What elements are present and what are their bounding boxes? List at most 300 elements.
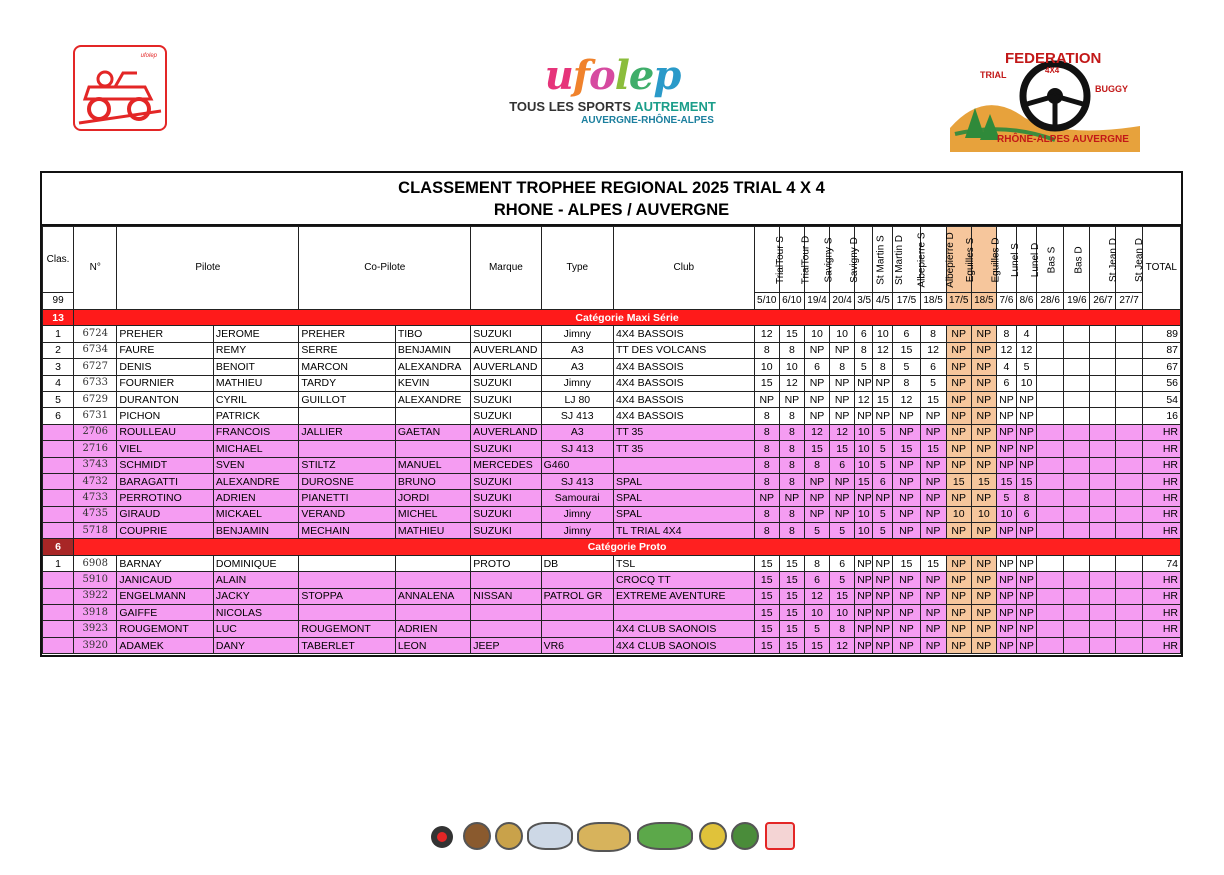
category-count: 13 bbox=[43, 310, 74, 326]
score-cell: 8 bbox=[996, 326, 1016, 342]
score-cell bbox=[1064, 506, 1090, 522]
score-cell: NP bbox=[1017, 391, 1037, 407]
score-cell: 6 bbox=[996, 375, 1016, 391]
score-cell bbox=[1090, 555, 1116, 571]
rank-cell: 1 bbox=[43, 555, 74, 571]
type-cell: Jimny bbox=[541, 506, 613, 522]
rank-cell: 3 bbox=[43, 359, 74, 375]
table-row bbox=[43, 391, 1181, 407]
score-cell: NP bbox=[804, 408, 829, 424]
score-cell bbox=[1116, 572, 1142, 588]
type-cell: G460 bbox=[541, 457, 613, 473]
brand-cell bbox=[471, 605, 541, 621]
total-cell: HR bbox=[1142, 588, 1180, 604]
score-cell: 8 bbox=[893, 375, 920, 391]
score-cell: NP bbox=[946, 424, 971, 440]
score-cell: 8 bbox=[779, 342, 804, 358]
sponsor-logos bbox=[425, 816, 800, 856]
score-cell: NP bbox=[971, 637, 996, 653]
score-cell: NP bbox=[996, 637, 1016, 653]
score-cell: NP bbox=[946, 441, 971, 457]
header-event-7: Albepierre D bbox=[920, 227, 946, 293]
rank-cell: 6 bbox=[43, 408, 74, 424]
copilot-lastname: SERRE bbox=[299, 342, 396, 358]
club-cell: 4X4 BASSOIS bbox=[613, 391, 754, 407]
copilot-lastname: DUROSNE bbox=[299, 473, 396, 489]
copilot-firstname: BRUNO bbox=[395, 473, 470, 489]
score-cell: NP bbox=[971, 588, 996, 604]
total-cell: HR bbox=[1142, 457, 1180, 473]
score-cell: NP bbox=[893, 637, 920, 653]
table-row bbox=[43, 621, 1181, 637]
copilot-firstname: GAETAN bbox=[395, 424, 470, 440]
score-cell: NP bbox=[920, 408, 946, 424]
score-cell: NP bbox=[893, 457, 920, 473]
club-cell: SPAL bbox=[613, 473, 754, 489]
score-cell: NP bbox=[804, 342, 829, 358]
header-type: Type bbox=[541, 227, 613, 310]
score-cell bbox=[1037, 359, 1064, 375]
club-cell: TL TRIAL 4X4 bbox=[613, 523, 754, 539]
score-cell: NP bbox=[830, 506, 855, 522]
copilot-firstname: KEVIN bbox=[395, 375, 470, 391]
score-cell: 15 bbox=[804, 637, 829, 653]
header-event-8: Eguilles S bbox=[946, 227, 971, 293]
score-cell bbox=[1064, 637, 1090, 653]
score-cell: NP bbox=[855, 408, 873, 424]
club-cell: TT DES VOLCANS bbox=[613, 342, 754, 358]
pilot-lastname: PREHER bbox=[117, 326, 214, 342]
brand-cell: SUZUKI bbox=[471, 375, 541, 391]
score-cell: 12 bbox=[996, 342, 1016, 358]
table-row bbox=[43, 506, 1181, 522]
score-cell: 6 bbox=[830, 555, 855, 571]
score-cell bbox=[1037, 342, 1064, 358]
ufolep-small-text: ufolep bbox=[140, 53, 157, 59]
score-cell: 6 bbox=[893, 326, 920, 342]
score-cell: NP bbox=[971, 391, 996, 407]
number-cell: 3923 bbox=[74, 621, 117, 637]
score-cell: NP bbox=[855, 572, 873, 588]
score-cell: 12 bbox=[754, 326, 779, 342]
number-cell: 6733 bbox=[74, 375, 117, 391]
score-cell: 15 bbox=[754, 621, 779, 637]
score-cell: NP bbox=[830, 490, 855, 506]
number-cell: 6729 bbox=[74, 391, 117, 407]
pilot-firstname: MATHIEU bbox=[213, 375, 298, 391]
score-cell bbox=[1116, 637, 1142, 653]
score-cell: 15 bbox=[804, 441, 829, 457]
score-cell bbox=[1037, 391, 1064, 407]
score-cell: 5 bbox=[830, 523, 855, 539]
type-cell: SJ 413 bbox=[541, 441, 613, 457]
score-cell: NP bbox=[1017, 637, 1037, 653]
pilot-firstname: DOMINIQUE bbox=[213, 555, 298, 571]
score-cell: NP bbox=[873, 621, 893, 637]
score-cell: NP bbox=[996, 441, 1016, 457]
score-cell: NP bbox=[971, 326, 996, 342]
fed-right-text: BUGGY bbox=[1095, 84, 1129, 94]
rank-cell: 4 bbox=[43, 375, 74, 391]
score-cell bbox=[1064, 375, 1090, 391]
club-cell bbox=[613, 457, 754, 473]
score-cell bbox=[1037, 473, 1064, 489]
score-cell: NP bbox=[920, 523, 946, 539]
score-cell: 5 bbox=[920, 375, 946, 391]
score-cell: 5 bbox=[873, 506, 893, 522]
score-cell: 8 bbox=[1017, 490, 1037, 506]
score-cell bbox=[1116, 605, 1142, 621]
rank-cell bbox=[43, 506, 74, 522]
score-cell: NP bbox=[920, 490, 946, 506]
score-cell bbox=[1037, 621, 1064, 637]
table-row bbox=[43, 441, 1181, 457]
copilot-lastname: PIANETTI bbox=[299, 490, 396, 506]
score-cell: 6 bbox=[804, 359, 829, 375]
score-cell: 15 bbox=[893, 555, 920, 571]
score-cell bbox=[1116, 326, 1142, 342]
number-cell: 3920 bbox=[74, 637, 117, 653]
fed-top-text: FEDERATION bbox=[1005, 50, 1102, 67]
score-cell bbox=[1116, 441, 1142, 457]
score-cell: NP bbox=[1017, 572, 1037, 588]
score-cell bbox=[1116, 342, 1142, 358]
score-cell: NP bbox=[971, 441, 996, 457]
type-cell: A3 bbox=[541, 359, 613, 375]
club-cell bbox=[613, 605, 754, 621]
score-cell: 15 bbox=[893, 342, 920, 358]
score-cell bbox=[1064, 424, 1090, 440]
score-cell: NP bbox=[920, 424, 946, 440]
score-cell: 6 bbox=[804, 572, 829, 588]
total-cell: HR bbox=[1142, 490, 1180, 506]
score-cell: NP bbox=[855, 621, 873, 637]
copilot-lastname: VERAND bbox=[299, 506, 396, 522]
copilot-lastname: STILTZ bbox=[299, 457, 396, 473]
score-cell: 12 bbox=[830, 637, 855, 653]
brand-cell: AUVERLAND bbox=[471, 424, 541, 440]
brand-cell: SUZUKI bbox=[471, 326, 541, 342]
type-cell: LJ 80 bbox=[541, 391, 613, 407]
sponsor-badge-5 bbox=[637, 822, 693, 850]
score-cell: 15 bbox=[920, 391, 946, 407]
pilot-lastname: BARNAY bbox=[117, 555, 214, 571]
score-cell: 5 bbox=[873, 424, 893, 440]
pilot-firstname: DANY bbox=[213, 637, 298, 653]
rank-cell bbox=[43, 441, 74, 457]
copilot-firstname: MICHEL bbox=[395, 506, 470, 522]
copilot-lastname: STOPPA bbox=[299, 588, 396, 604]
event-date-11: 8/6 bbox=[1017, 293, 1037, 310]
category-band bbox=[43, 310, 1181, 326]
copilot-lastname: MECHAIN bbox=[299, 523, 396, 539]
score-cell: NP bbox=[946, 572, 971, 588]
score-cell bbox=[1090, 572, 1116, 588]
score-cell: 10 bbox=[804, 605, 829, 621]
copilot-lastname: PREHER bbox=[299, 326, 396, 342]
score-cell: 15 bbox=[830, 588, 855, 604]
copilot-firstname bbox=[395, 572, 470, 588]
brand-cell: SUZUKI bbox=[471, 506, 541, 522]
score-cell bbox=[1037, 457, 1064, 473]
type-cell bbox=[541, 572, 613, 588]
score-cell: NP bbox=[946, 555, 971, 571]
score-cell: 8 bbox=[754, 473, 779, 489]
table-row bbox=[43, 555, 1181, 571]
type-cell: DB bbox=[541, 555, 613, 571]
event-date-13: 19/6 bbox=[1064, 293, 1090, 310]
score-cell bbox=[1116, 408, 1142, 424]
score-cell: 15 bbox=[754, 375, 779, 391]
brand-cell: AUVERLAND bbox=[471, 342, 541, 358]
score-cell bbox=[1116, 621, 1142, 637]
pilot-firstname: PATRICK bbox=[213, 408, 298, 424]
total-cell: HR bbox=[1142, 523, 1180, 539]
score-cell: 10 bbox=[855, 441, 873, 457]
copilot-lastname: TABERLET bbox=[299, 637, 396, 653]
score-cell bbox=[1064, 588, 1090, 604]
page-title: CLASSEMENT TROPHEE REGIONAL 2025 TRIAL 4 X 4 bbox=[398, 179, 825, 197]
score-cell: NP bbox=[971, 621, 996, 637]
score-cell: NP bbox=[855, 555, 873, 571]
score-cell: 15 bbox=[779, 621, 804, 637]
brand-cell: MERCEDES bbox=[471, 457, 541, 473]
score-cell: NP bbox=[996, 555, 1016, 571]
score-cell bbox=[1064, 326, 1090, 342]
number-cell: 3918 bbox=[74, 605, 117, 621]
score-cell: 15 bbox=[996, 473, 1016, 489]
copilot-firstname: MATHIEU bbox=[395, 523, 470, 539]
score-cell bbox=[1116, 424, 1142, 440]
score-cell: NP bbox=[920, 506, 946, 522]
pilot-firstname: JEROME bbox=[213, 326, 298, 342]
score-cell: 10 bbox=[779, 359, 804, 375]
table-row bbox=[43, 359, 1181, 375]
pilot-firstname: FRANCOIS bbox=[213, 424, 298, 440]
score-cell: 8 bbox=[830, 359, 855, 375]
type-cell: Jimny bbox=[541, 326, 613, 342]
number-cell: 6731 bbox=[74, 408, 117, 424]
pilot-firstname: ALEXANDRE bbox=[213, 473, 298, 489]
fed-mid-text: 4X4 bbox=[1045, 66, 1060, 75]
score-cell: NP bbox=[920, 637, 946, 653]
score-cell: NP bbox=[804, 391, 829, 407]
page-subtitle: RHONE - ALPES / AUVERGNE bbox=[493, 201, 730, 219]
score-cell bbox=[1064, 621, 1090, 637]
score-cell: 10 bbox=[804, 326, 829, 342]
total-cell: 56 bbox=[1142, 375, 1180, 391]
score-cell: NP bbox=[1017, 408, 1037, 424]
score-cell bbox=[1090, 605, 1116, 621]
copilot-lastname bbox=[299, 408, 396, 424]
copilot-firstname: ALEXANDRA bbox=[395, 359, 470, 375]
score-cell bbox=[1090, 408, 1116, 424]
category-name: Catégorie Maxi Série bbox=[74, 310, 1181, 326]
score-cell bbox=[1037, 326, 1064, 342]
score-cell: 15 bbox=[779, 588, 804, 604]
header-event-0: TrialTour S bbox=[754, 227, 779, 293]
score-cell: 8 bbox=[779, 424, 804, 440]
ufolep-logo bbox=[480, 52, 745, 135]
score-cell: 8 bbox=[779, 457, 804, 473]
brand-cell: JEEP bbox=[471, 637, 541, 653]
score-cell: NP bbox=[873, 408, 893, 424]
score-cell bbox=[1090, 621, 1116, 637]
score-cell: 5 bbox=[1017, 359, 1037, 375]
score-cell: 8 bbox=[830, 621, 855, 637]
score-cell: NP bbox=[946, 457, 971, 473]
pilot-lastname: GIRAUD bbox=[117, 506, 214, 522]
event-date-4: 3/5 bbox=[855, 293, 873, 310]
rank-cell bbox=[43, 572, 74, 588]
pilot-lastname: ROULLEAU bbox=[117, 424, 214, 440]
ufolep-tagline: TOUS LES SPORTS AUTREMENT bbox=[509, 99, 716, 114]
pilot-firstname: BENOIT bbox=[213, 359, 298, 375]
score-cell: NP bbox=[1017, 441, 1037, 457]
rank-cell bbox=[43, 523, 74, 539]
score-cell: 12 bbox=[779, 375, 804, 391]
category-name: Catégorie Proto bbox=[74, 539, 1181, 555]
brand-cell: NISSAN bbox=[471, 588, 541, 604]
table-row bbox=[43, 473, 1181, 489]
score-cell bbox=[1090, 441, 1116, 457]
score-cell: 8 bbox=[754, 523, 779, 539]
buggy-car-icon bbox=[75, 49, 165, 129]
header-pilote: Pilote bbox=[117, 227, 299, 310]
score-cell bbox=[1064, 441, 1090, 457]
score-cell: 15 bbox=[779, 555, 804, 571]
score-cell: NP bbox=[920, 572, 946, 588]
event-date-7: 18/5 bbox=[920, 293, 946, 310]
score-cell: 15 bbox=[830, 441, 855, 457]
score-cell: NP bbox=[971, 359, 996, 375]
score-cell: 5 bbox=[855, 359, 873, 375]
score-cell: 8 bbox=[920, 326, 946, 342]
pilot-lastname: ROUGEMONT bbox=[117, 621, 214, 637]
score-cell bbox=[1116, 588, 1142, 604]
score-cell: 10 bbox=[830, 326, 855, 342]
score-cell: 6 bbox=[920, 359, 946, 375]
score-cell: 8 bbox=[779, 408, 804, 424]
score-cell: NP bbox=[946, 523, 971, 539]
header-num: N° bbox=[74, 227, 117, 310]
score-cell bbox=[1116, 506, 1142, 522]
type-cell: SJ 413 bbox=[541, 473, 613, 489]
score-cell: NP bbox=[893, 523, 920, 539]
score-cell: 10 bbox=[971, 506, 996, 522]
pilot-lastname: DENIS bbox=[117, 359, 214, 375]
score-cell: 8 bbox=[779, 473, 804, 489]
score-cell: 15 bbox=[1017, 473, 1037, 489]
number-cell: 2716 bbox=[74, 441, 117, 457]
score-cell bbox=[1090, 342, 1116, 358]
score-cell: 12 bbox=[855, 391, 873, 407]
score-cell: NP bbox=[855, 605, 873, 621]
header-event-5: St Martin D bbox=[873, 227, 893, 293]
copilot-lastname: JALLIER bbox=[299, 424, 396, 440]
brand-cell: SUZUKI bbox=[471, 490, 541, 506]
event-date-14: 26/7 bbox=[1090, 293, 1116, 310]
score-cell: 10 bbox=[873, 326, 893, 342]
header-clas: Clas. bbox=[43, 227, 74, 293]
copilot-lastname bbox=[299, 605, 396, 621]
score-cell: NP bbox=[946, 326, 971, 342]
type-cell: Jimny bbox=[541, 375, 613, 391]
pilot-lastname: ENGELMANN bbox=[117, 588, 214, 604]
score-cell: NP bbox=[971, 375, 996, 391]
sponsor-badge-8 bbox=[765, 822, 795, 850]
sponsor-badge-6 bbox=[699, 822, 727, 850]
table-row bbox=[43, 375, 1181, 391]
event-date-1: 6/10 bbox=[779, 293, 804, 310]
score-cell: 6 bbox=[873, 473, 893, 489]
score-cell bbox=[1090, 326, 1116, 342]
score-cell bbox=[1116, 490, 1142, 506]
score-cell: 8 bbox=[754, 408, 779, 424]
copilot-lastname bbox=[299, 441, 396, 457]
score-cell bbox=[1090, 506, 1116, 522]
copilot-lastname: MARCON bbox=[299, 359, 396, 375]
score-cell: 15 bbox=[920, 441, 946, 457]
club-cell: TT 35 bbox=[613, 424, 754, 440]
club-cell: 4X4 BASSOIS bbox=[613, 326, 754, 342]
header-event-10: Lunel S bbox=[996, 227, 1016, 293]
rank-cell bbox=[43, 457, 74, 473]
table-row bbox=[43, 408, 1181, 424]
score-cell: NP bbox=[1017, 621, 1037, 637]
score-cell: 15 bbox=[779, 637, 804, 653]
score-cell: 15 bbox=[779, 326, 804, 342]
score-cell bbox=[1116, 473, 1142, 489]
score-cell: NP bbox=[1017, 424, 1037, 440]
score-cell bbox=[1064, 391, 1090, 407]
score-cell: 10 bbox=[754, 359, 779, 375]
pilot-lastname: BARAGATTI bbox=[117, 473, 214, 489]
score-cell: 8 bbox=[779, 441, 804, 457]
score-cell: NP bbox=[893, 588, 920, 604]
header-event-14: St Jean D bbox=[1090, 227, 1116, 293]
ufolep-trial-logo bbox=[73, 45, 167, 131]
number-cell: 4732 bbox=[74, 473, 117, 489]
federation-logo bbox=[945, 48, 1145, 152]
score-cell: 15 bbox=[754, 555, 779, 571]
sponsor-badge-3 bbox=[527, 822, 573, 850]
rank-cell bbox=[43, 473, 74, 489]
score-cell: NP bbox=[971, 457, 996, 473]
score-cell: NP bbox=[996, 391, 1016, 407]
pilot-lastname: DURANTON bbox=[117, 391, 214, 407]
sponsor-badge-4 bbox=[577, 822, 631, 852]
event-date-12: 28/6 bbox=[1037, 293, 1064, 310]
type-cell: Samourai bbox=[541, 490, 613, 506]
type-cell bbox=[541, 621, 613, 637]
score-cell: 12 bbox=[804, 424, 829, 440]
sponsor-badge-7 bbox=[731, 822, 759, 850]
number-cell: 3743 bbox=[74, 457, 117, 473]
score-cell: 8 bbox=[804, 457, 829, 473]
copilot-firstname: JORDI bbox=[395, 490, 470, 506]
club-cell: 4X4 CLUB SAONOIS bbox=[613, 621, 754, 637]
total-cell: 74 bbox=[1142, 555, 1180, 571]
type-cell: Jimny bbox=[541, 523, 613, 539]
score-cell: NP bbox=[804, 375, 829, 391]
score-cell: 5 bbox=[830, 572, 855, 588]
score-cell: 15 bbox=[754, 637, 779, 653]
score-cell bbox=[1064, 523, 1090, 539]
type-cell: PATROL GR bbox=[541, 588, 613, 604]
score-cell bbox=[1064, 408, 1090, 424]
pilot-lastname: FAURE bbox=[117, 342, 214, 358]
